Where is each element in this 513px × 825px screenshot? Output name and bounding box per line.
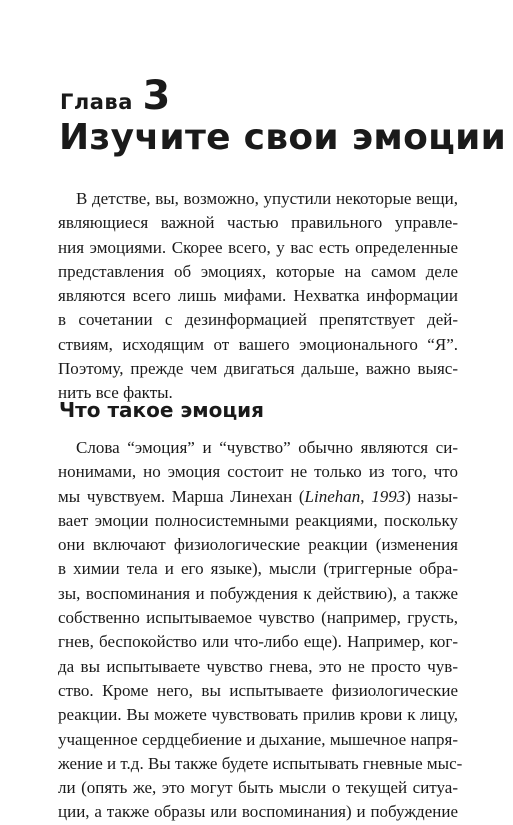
text-line: нить все факты. xyxy=(58,383,173,403)
text-line: вает эмоции полносистемными реакциями, поскольку xyxy=(58,510,458,530)
intro-paragraph xyxy=(58,187,458,406)
text-line: являются всего лишь мифами. Нехватка информации xyxy=(58,286,458,306)
body-paragraph xyxy=(58,436,463,825)
citation-author: Linehan xyxy=(304,486,361,506)
text-line: в химии тела и его языке), мысли (триггерные обра- xyxy=(58,559,458,579)
text-line: реакции. Вы можете чувствовать прилив крови к лицу, xyxy=(58,705,458,725)
text-line: учащенное сердцебиение и дыхание, мышечное напря- xyxy=(58,729,458,749)
text-line: являющиеся важной частью правильного управле- xyxy=(58,213,458,233)
chapter-title: Изучите свои эмоции xyxy=(59,117,507,158)
text-line: представления об эмоциях, которые на самом деле xyxy=(58,261,458,281)
text-line: ции, а также образы или воспоминания) и побуждение xyxy=(58,802,458,822)
text-line: жение и т.д. Вы также будете испытывать гневные мыс- xyxy=(58,753,463,773)
text-line: ния эмоциями. Скорее всего, у вас есть определенные xyxy=(58,237,458,257)
text-line: да вы испытываете чувство гнева, это не просто чув- xyxy=(58,656,458,676)
citation-year: 1993 xyxy=(371,486,406,506)
text-line: они включают физиологические реакции (изменения xyxy=(58,535,458,555)
chapter-number: 3 xyxy=(142,73,171,119)
text-line: ство. Кроме него, вы испытываете физиологические xyxy=(58,680,458,700)
chapter-label xyxy=(60,73,171,119)
text-line-citation: мы чувствуем. Марша Линехан (Linehan, 1993) назы- xyxy=(58,486,458,506)
section-heading: Что такое эмоция xyxy=(59,398,265,422)
text-line: ствиям, исходящим от вашего эмоционального “Я”. xyxy=(58,334,458,354)
text-line: Поэтому, прежде чем двигаться дальше, важно выяс- xyxy=(58,359,458,379)
text-line: зы, воспоминания и побуждения к действию), а также xyxy=(58,583,458,603)
text-line: ли (опять же, это могут быть мысли о текущей ситуа- xyxy=(58,778,458,798)
text-line: собственно испытываемое чувство (например, грусть, xyxy=(58,608,458,628)
chapter-word: Глава xyxy=(60,90,133,114)
text-line: В детстве, вы, возможно, упустили некоторые вещи, xyxy=(76,189,458,208)
text-line: гнев, беспокойство или что-либо еще). Например, ког- xyxy=(58,632,458,652)
text-line: в сочетании с дезинформацией препятствует дей- xyxy=(58,310,458,330)
text-line: нонимами, но эмоция состоит не только из того, что xyxy=(58,462,458,482)
text-line: Слова “эмоция” и “чувство” обычно являются си- xyxy=(76,438,458,457)
